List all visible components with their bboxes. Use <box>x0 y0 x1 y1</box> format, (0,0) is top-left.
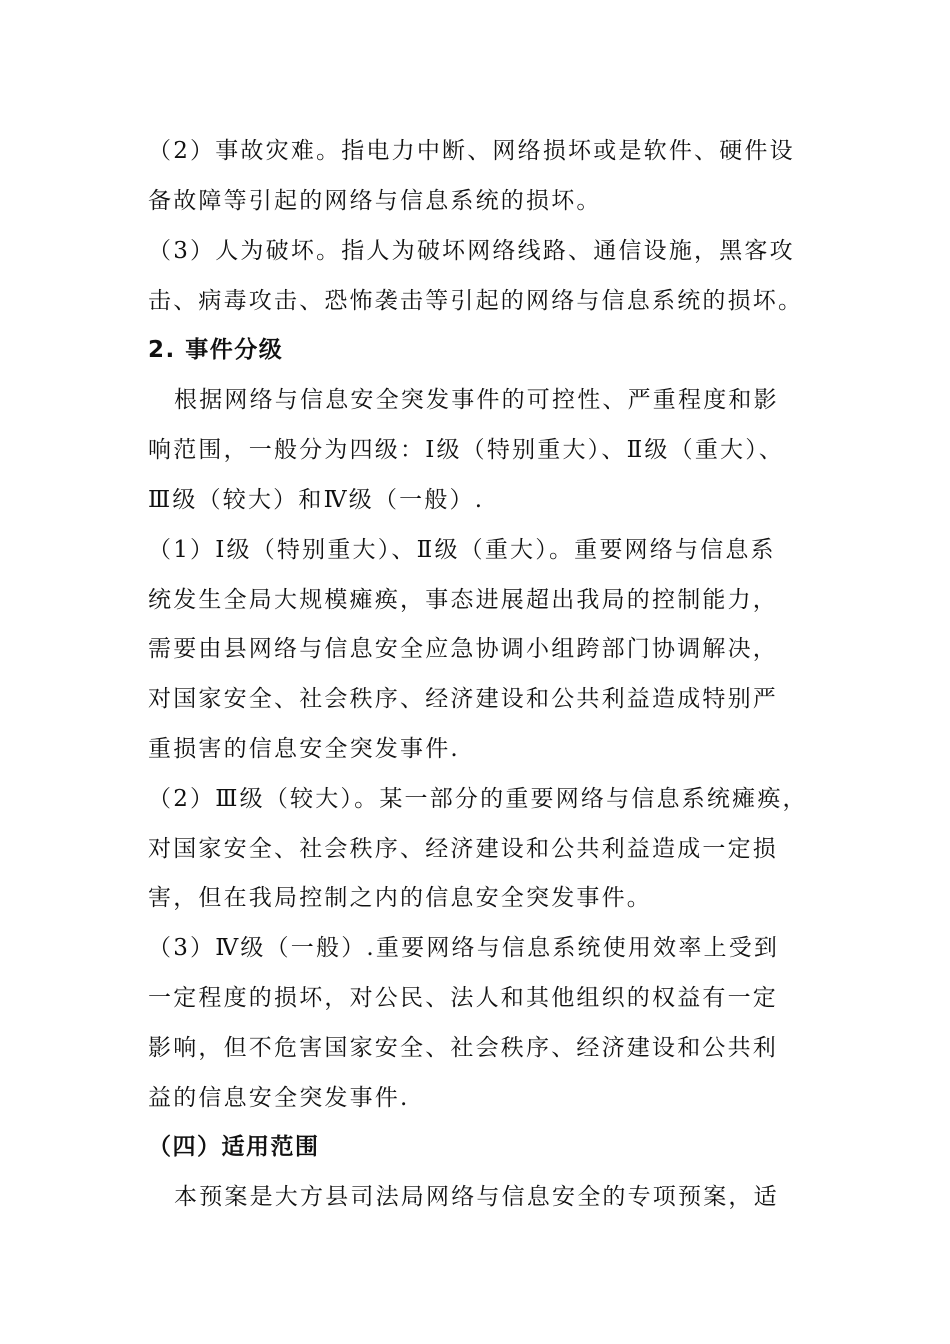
paragraph-line: （1）Ⅰ级（特别重大）、Ⅱ级（重大）。重要网络与信息系 <box>148 537 776 563</box>
paragraph-line: 响范围，一般分为四级：Ⅰ级（特别重大）、Ⅱ级（重大）、 <box>148 437 785 463</box>
paragraph-line: 害，但在我局控制之内的信息安全突发事件。 <box>148 885 652 911</box>
paragraph-line: 备故障等引起的网络与信息系统的损坏。 <box>148 188 602 214</box>
paragraph-line: 本预案是大方县司法局网络与信息安全的专项预案，适 <box>174 1184 779 1210</box>
paragraph-line: 统发生全局大规模瘫痪，事态进展超出我局的控制能力， <box>148 587 778 613</box>
paragraph-line: 益的信息安全突发事件. <box>148 1085 410 1111</box>
paragraph-line: 重损害的信息安全突发事件. <box>148 736 460 762</box>
paragraph-line: 根据网络与信息安全突发事件的可控性、严重程度和影 <box>174 387 779 413</box>
paragraph-line: 需要由县网络与信息安全应急协调小组跨部门协调解决， <box>148 636 778 662</box>
paragraph-line: （3）人为破坏。指人为破坏网络线路、通信设施，黑客攻 <box>148 238 795 264</box>
paragraph-line: Ⅲ级（较大）和Ⅳ级（一般）. <box>148 487 485 513</box>
paragraph-line: 影响，但不危害国家安全、社会秩序、经济建设和公共利 <box>148 1035 778 1061</box>
section-heading: 2. 事件分级 <box>148 337 284 363</box>
paragraph-line: 击、病毒攻击、恐怖袭击等引起的网络与信息系统的损坏。 <box>148 288 804 314</box>
paragraph-line: （3）Ⅳ级（一般）.重要网络与信息系统使用效率上受到 <box>148 935 780 961</box>
section-heading: （四）适用范围 <box>148 1134 320 1160</box>
paragraph-line: （2）事故灾难。指电力中断、网络损坏或是软件、硬件设 <box>148 138 795 164</box>
paragraph-line: 对国家安全、社会秩序、经济建设和公共利益造成特别严 <box>148 686 778 712</box>
paragraph-line: 一定程度的损坏，对公民、法人和其他组织的权益有一定 <box>148 985 778 1011</box>
paragraph-line: （2）Ⅲ级（较大）。某一部分的重要网络与信息系统瘫痪， <box>148 786 808 812</box>
paragraph-line: 对国家安全、社会秩序、经济建设和公共利益造成一定损 <box>148 836 778 862</box>
